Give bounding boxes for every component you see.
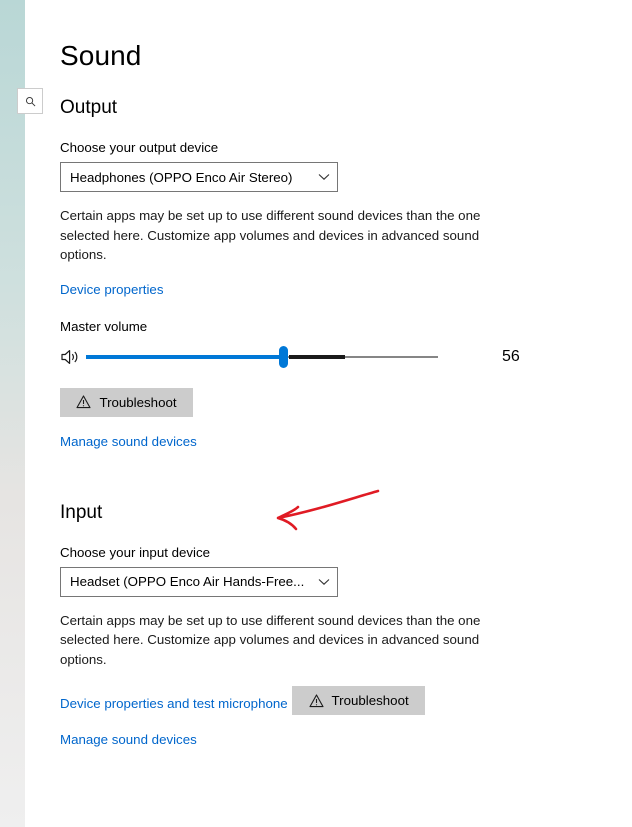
output-device-properties-link[interactable]: Device properties <box>60 281 164 297</box>
search-button[interactable] <box>17 88 43 114</box>
input-device-dropdown[interactable] <box>60 567 338 597</box>
nav-gutter <box>25 0 53 827</box>
output-device-dropdown[interactable] <box>60 162 338 192</box>
input-section-heading: Input <box>60 501 103 523</box>
master-volume-row <box>60 343 632 371</box>
master-volume-value: 56 <box>502 347 520 365</box>
output-manage-sound-devices-link[interactable]: Manage sound devices <box>60 433 197 449</box>
chevron-down-icon <box>311 173 337 181</box>
settings-content <box>53 0 632 827</box>
warning-icon <box>309 694 324 708</box>
input-device-label: Choose your input device <box>60 544 211 560</box>
slider-fill <box>86 355 283 359</box>
speaker-icon[interactable] <box>60 348 86 366</box>
section-divider <box>60 451 632 477</box>
left-color-rail <box>0 0 25 827</box>
page-title: Sound <box>60 40 142 71</box>
master-volume-label: Master volume <box>60 318 148 334</box>
output-description: Certain apps may be set up to use different sound devices than the one selected here. Customize app volumes and devices in advanced sound options. <box>60 208 481 262</box>
input-troubleshoot-label: Troubleshoot <box>331 693 409 708</box>
slider-thumb[interactable] <box>279 346 288 368</box>
master-volume-slider[interactable] <box>86 344 438 370</box>
warning-icon <box>76 395 91 409</box>
input-manage-sound-devices-link[interactable]: Manage sound devices <box>60 732 197 747</box>
input-description: Certain apps may be set up to use different sound devices than the one selected here. Customize app volumes and devices in advanced sound options. <box>60 612 481 667</box>
search-icon <box>25 96 36 107</box>
output-device-value: Headphones (OPPO Enco Air Stereo) <box>70 169 293 185</box>
output-section-heading: Output <box>60 97 118 118</box>
output-troubleshoot-label: Troubleshoot <box>99 394 177 410</box>
slider-peak-meter <box>289 355 345 359</box>
input-device-value: Headset (OPPO Enco Air Hands-Free... <box>70 574 305 589</box>
output-device-label: Choose your output device <box>60 140 219 155</box>
input-troubleshoot-button[interactable] <box>292 686 425 715</box>
chevron-down-icon <box>311 578 337 586</box>
output-troubleshoot-button[interactable] <box>60 388 193 417</box>
input-device-properties-link[interactable]: Device properties and test microphone <box>60 695 288 711</box>
